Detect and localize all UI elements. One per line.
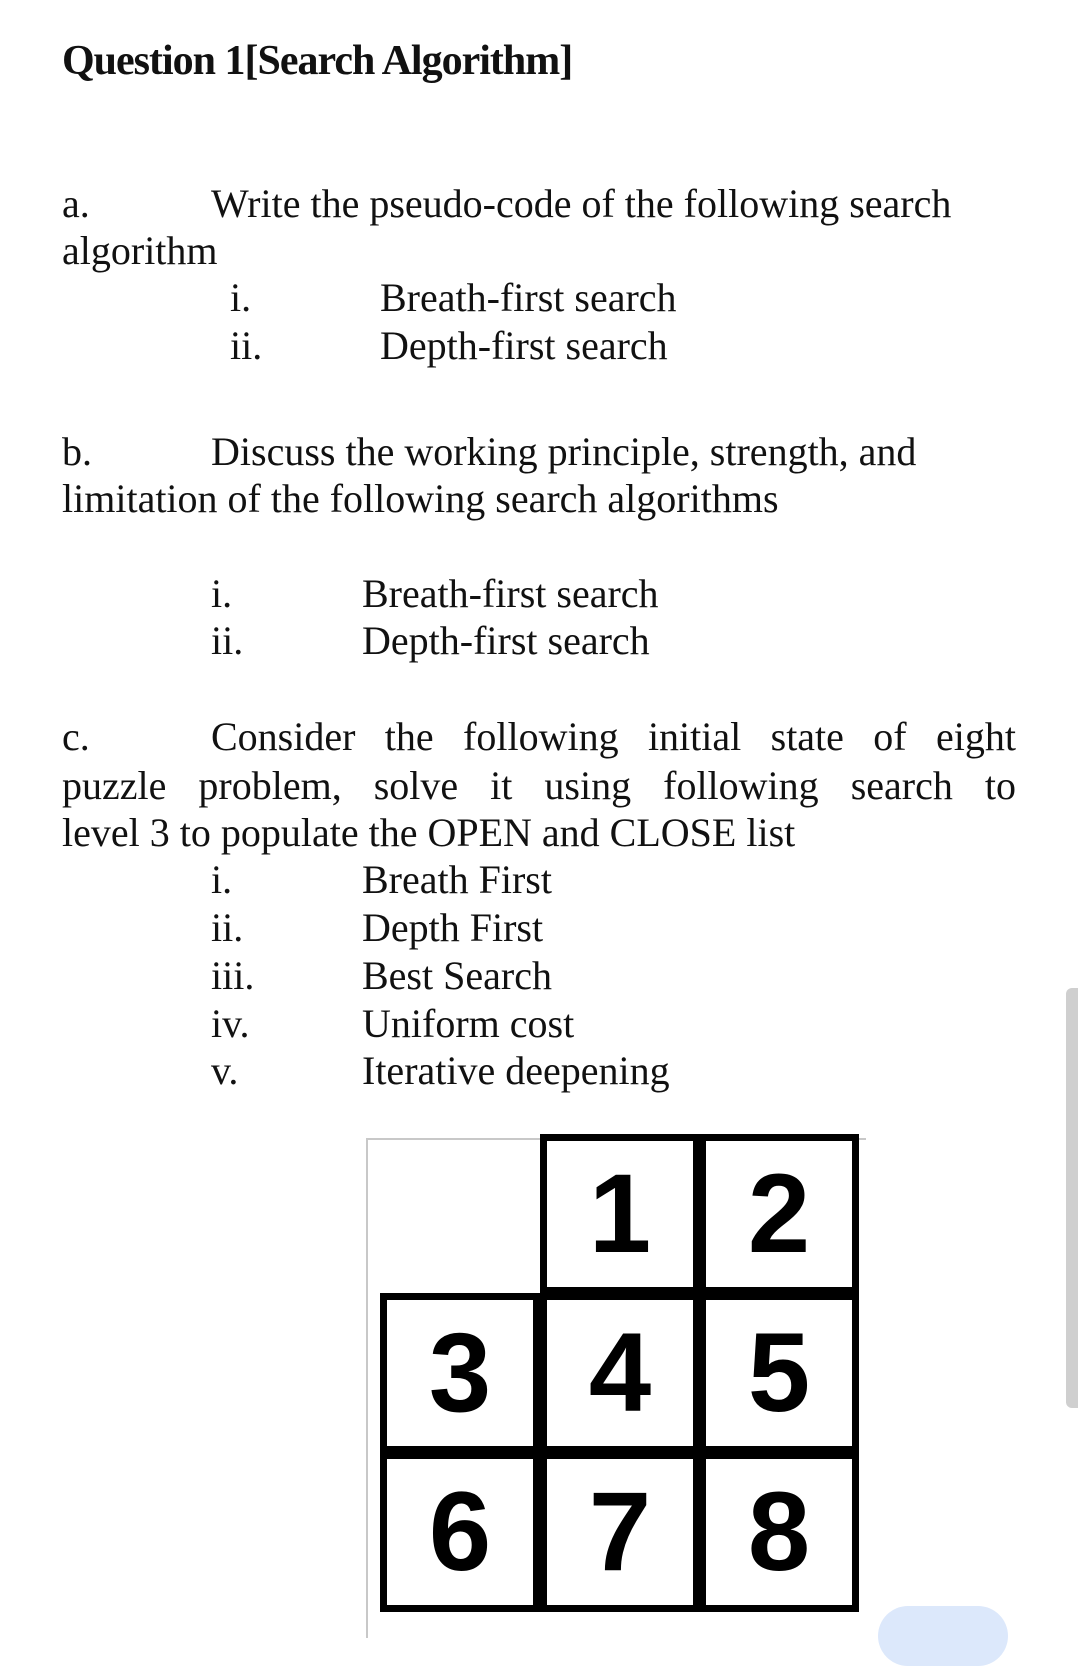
scrollbar-handle[interactable] — [1066, 988, 1078, 1408]
puzzle-tile: 6 — [380, 1452, 540, 1612]
part-a-item-text: Depth-first search — [380, 323, 668, 368]
part-a-marker: a. — [62, 181, 90, 226]
part-b-line1: Discuss the working principle, strength, and — [211, 429, 917, 474]
part-c-item-num: ii. — [211, 905, 244, 950]
part-c-word: initial — [647, 714, 742, 759]
part-c-word: following — [663, 763, 819, 808]
question-title: Question 1[Search Algorithm] — [62, 38, 573, 84]
puzzle-tile: 4 — [540, 1293, 700, 1453]
part-c-word: to — [984, 763, 1016, 808]
part-c-word: solve — [373, 763, 459, 808]
part-b-item-num: ii. — [211, 618, 244, 663]
part-c-item-num: iii. — [211, 953, 255, 998]
part-c-word: it — [490, 763, 513, 808]
part-c-item-num: v. — [211, 1048, 239, 1093]
part-c-item-text: Depth First — [362, 905, 544, 950]
part-c-word: using — [544, 763, 632, 808]
part-a-item-text: Breath-first search — [380, 275, 677, 320]
part-c-word: state — [770, 714, 844, 759]
part-c-line2 — [62, 762, 1016, 810]
puzzle-tile: 8 — [699, 1452, 859, 1612]
part-c-item-num: i. — [211, 857, 233, 902]
puzzle-tile: 5 — [699, 1293, 859, 1453]
part-b-item-num: i. — [211, 571, 233, 616]
part-a-line2: algorithm — [62, 228, 218, 273]
part-a-line1: Write the pseudo-code of the following search — [211, 181, 952, 226]
puzzle-tile-blank — [368, 1140, 528, 1300]
part-c-word: puzzle — [62, 763, 167, 808]
puzzle-tile: 3 — [380, 1293, 540, 1453]
part-c-item-num: iv. — [211, 1001, 250, 1046]
puzzle-tile: 1 — [540, 1134, 700, 1294]
part-c-word: following — [463, 714, 619, 759]
part-a-item-num: i. — [230, 275, 252, 320]
part-c-marker: c. — [62, 714, 90, 759]
eight-puzzle-grid — [368, 1140, 866, 1638]
part-c-word: of — [873, 714, 907, 759]
part-c-item-text: Breath First — [362, 857, 552, 902]
part-c-word: the — [384, 714, 434, 759]
part-c-word: problem, — [198, 763, 342, 808]
part-b-item-text: Depth-first search — [362, 618, 650, 663]
part-c-item-text: Iterative deepening — [362, 1048, 670, 1093]
part-c-word: eight — [935, 714, 1016, 759]
part-c-item-text: Best Search — [362, 953, 552, 998]
puzzle-tile: 2 — [699, 1134, 859, 1294]
part-c-word: Consider — [211, 714, 356, 759]
part-c-line1 — [211, 713, 1016, 761]
part-b-line2: limitation of the following search algorithms — [62, 476, 779, 521]
part-c-word: search — [850, 763, 953, 808]
part-a-item-num: ii. — [230, 323, 263, 368]
puzzle-tile: 7 — [540, 1452, 700, 1612]
part-b-item-text: Breath-first search — [362, 571, 659, 616]
part-c-line3: level 3 to populate the OPEN and CLOSE list — [62, 810, 796, 855]
floating-action-button[interactable] — [878, 1606, 1008, 1666]
part-c-item-text: Uniform cost — [362, 1001, 575, 1046]
part-b-marker: b. — [62, 429, 92, 474]
